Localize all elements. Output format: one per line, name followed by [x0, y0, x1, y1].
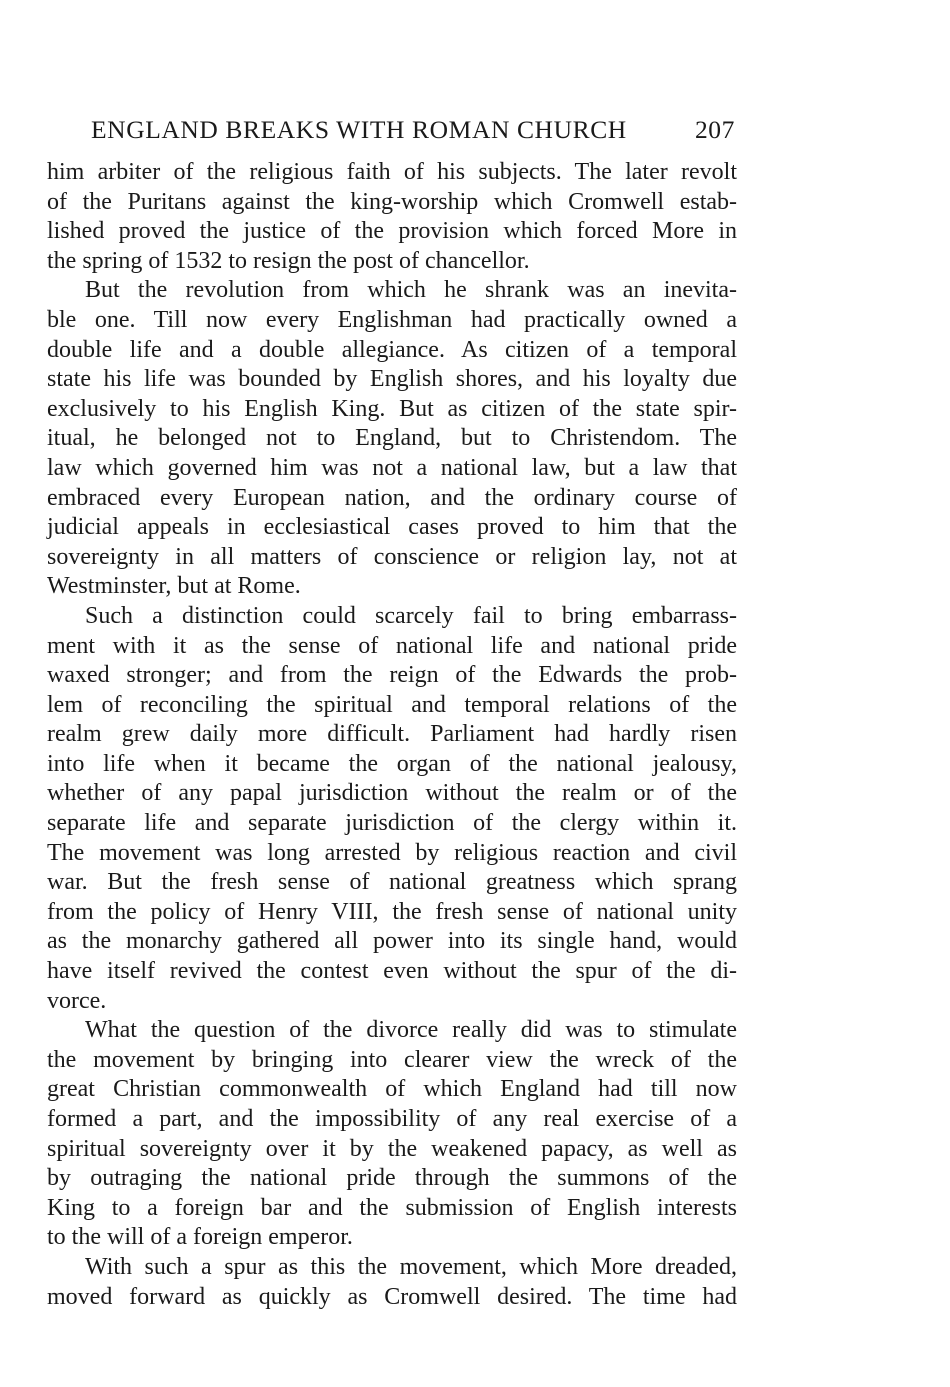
chapter-title: ENGLAND BREAKS WITH ROMAN CHURCH	[91, 115, 627, 144]
text-line: double life and a double allegiance. As citizen of a temporal	[47, 336, 737, 363]
text-line: waxed stronger; and from the reign of the Edwards the prob-	[47, 662, 737, 689]
text-line: state his life was bounded by English shores, and his loyalty due	[47, 366, 737, 393]
text-line: of the Puritans against the king-worship which Cromwell estab-	[47, 188, 737, 215]
text-line: him arbiter of the religious faith of his subjects. The later revolt	[47, 159, 737, 185]
text-line: from the policy of Henry VIII, the fresh sense of national unity	[47, 898, 737, 925]
text-line: lem of reconciling the spiritual and temporal relations of the	[47, 691, 737, 718]
text-line: With such a spur as this the movement, which More dreaded,	[85, 1253, 737, 1280]
text-line: whether of any papal jurisdiction without the realm or of the	[47, 780, 737, 807]
text-line: ble one. Till now every Englishman had practically owned a	[47, 306, 737, 333]
text-line: embraced every European nation, and the ordinary course of	[47, 484, 737, 511]
text-line: to the will of a foreign emperor.	[47, 1224, 353, 1251]
text-line: King to a foreign bar and the submission of English interests	[47, 1194, 737, 1221]
text-line: lished proved the justice of the provision which forced More in	[47, 218, 737, 245]
text-line: into life when it became the organ of the national jealousy,	[47, 750, 737, 777]
text-line: But the revolution from which he shrank was an inevita-	[85, 277, 737, 304]
running-head	[91, 113, 741, 147]
text-line: the movement by bringing into clearer view the wreck of the	[47, 1046, 737, 1073]
body-text	[47, 158, 737, 1312]
text-line: spiritual sovereignty over it by the weakened papacy, as well as	[47, 1135, 737, 1162]
text-line: ment with it as the sense of national life and national pride	[47, 632, 737, 659]
text-line: Such a distinction could scarcely fail to bring embarrass-	[85, 602, 737, 629]
text-line: the spring of 1532 to resign the post of chancellor.	[47, 247, 530, 274]
text-line: separate life and separate jurisdiction of the clergy within it.	[47, 810, 737, 837]
text-line: war. But the fresh sense of national greatness which sprang	[47, 869, 737, 896]
text-line: itual, he belonged not to England, but to Christendom. The	[47, 425, 737, 452]
text-line: have itself revived the contest even without the spur of the di-	[47, 958, 737, 985]
text-line: sovereignty in all matters of conscience or religion lay, not at	[47, 543, 737, 570]
text-line: formed a part, and the impossibility of any real exercise of a	[47, 1106, 737, 1132]
text-line: by outraging the national pride through the summons of the	[47, 1165, 737, 1192]
text-line: The movement was long arrested by religious reaction and civil	[47, 839, 737, 866]
text-line: realm grew daily more difficult. Parliament had hardly risen	[47, 721, 737, 748]
text-line: law which governed him was not a national law, but a law that	[47, 454, 737, 481]
text-line: judicial appeals in ecclesiastical cases proved to him that the	[47, 514, 737, 541]
text-line: great Christian commonwealth of which England had till now	[47, 1076, 737, 1103]
text-line: vorce.	[47, 987, 107, 1014]
text-line: as the monarchy gathered all power into its single hand, would	[47, 928, 737, 955]
page-number: 207	[694, 115, 735, 144]
text-line: exclusively to his English King. But as citizen of the state spir-	[47, 395, 737, 422]
text-line: moved forward as quickly as Cromwell desired. The time had	[47, 1283, 737, 1310]
text-line: Westminster, but at Rome.	[47, 573, 301, 600]
text-line: What the question of the divorce really did was to stimulate	[85, 1017, 737, 1044]
